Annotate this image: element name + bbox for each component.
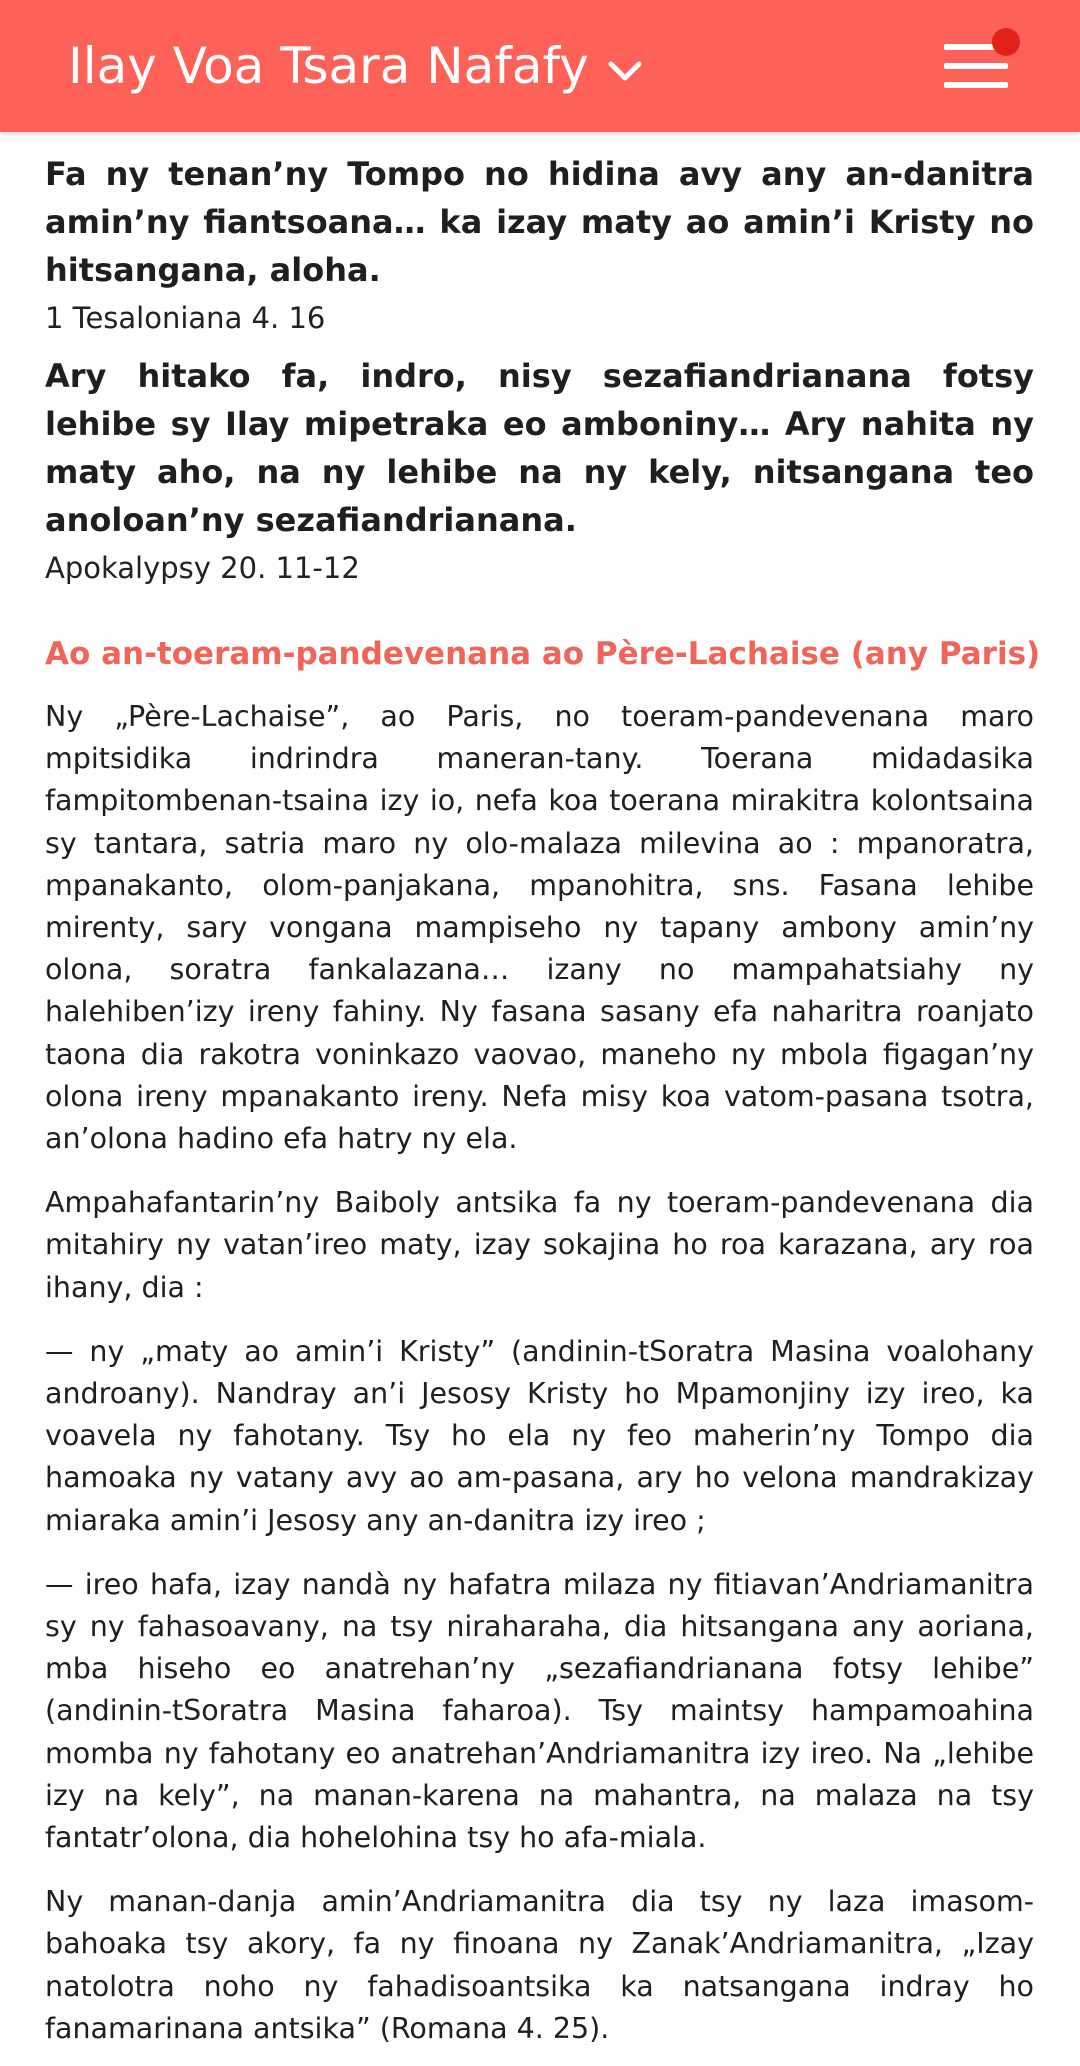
hamburger-line xyxy=(944,82,1008,88)
notification-dot xyxy=(992,28,1020,56)
verse-text-2: Ary hitako fa, indro, nisy sezafiandrianana fotsy lehibe sy Ilay mipetraka eo amboniny… Ary nahita ny maty aho, na ny lehibe na ny kely, nitsangana teo anoloan’ny sezafiandrianana. xyxy=(45,357,1034,539)
menu-button[interactable] xyxy=(944,40,1010,92)
main-content xyxy=(0,132,1080,2050)
app-bar xyxy=(0,0,1080,132)
verse-text-1: Fa ny tenan’ny Tompo no hidina avy any an-danitra amin’ny fiantsoana… ka izay maty ao amin’i Kristy no hitsangana, aloha. xyxy=(45,155,1034,289)
hamburger-line xyxy=(944,63,1008,69)
title-dropdown[interactable] xyxy=(68,0,643,132)
app-title: Ilay Voa Tsara Nafafy xyxy=(68,37,589,95)
article-title: Ao an-toeram-pandevenana ao Père-Lachaise (any Paris) xyxy=(45,636,1041,672)
chevron-down-icon xyxy=(607,59,643,83)
article-paragraph: Ny manan-danja amin’Andriamanitra dia tsy ny laza imasom-bahoaka tsy akory, fa ny finoana ny Zanak’Andriamanitra, „Izay natolotra noho ny fahadisoantsika ka natsangana indray ho fanamarinana antsika” (Romana 4. 25). xyxy=(45,1885,1034,2045)
article-paragraph: — ny „maty ao amin’i Kristy” (andinin-tSoratra Masina voalohany androany). Nandray an’i Jesosy Kristy ho Mpamonjiny izy ireo, ka voavela ny fahotany. Tsy ho ela ny feo maherin’ny Tompo dia hamoaka ny vatany avy ao am-pasana, ary ho velona mandrakizay miaraka amin’i Jesosy any an-danitra izy ireo ; xyxy=(45,1334,1034,1537)
article-paragraph: Ny „Père-Lachaise”, ao Paris, no toeram-pandevenana maro mpitsidika indrindra maneran-tany. Toerana midadasika fampitombenan-tsaina izy io, nefa koa toerana mirakitra kolontsaina sy tantara, satria maro ny olo-malaza milevina ao : mpanoratra, mpanakanto, olom-panjakana, mpanohitra, sns. Fasana lehibe mirenty, sary vongana mampiseho ny tapany ambony amin’ny olona, soratra fankalazana… izany no mampahatsiahy ny halehiben’izy ireny fahiny. Ny fasana sasany efa naharitra roanjato taona dia rakotra voninkazo vaovao, maneho ny mbola figagan’ny olona ireny mpanakanto ireny. Nefa misy koa vatom-pasana tsotra, an’olona hadino efa hatry ny ela. xyxy=(45,700,1034,1156)
article-paragraph: Ampahafantarin’ny Baiboly antsika fa ny toeram-pandevenana dia mitahiry ny vatan’ireo maty, izay sokajina ho roa karazana, ary roa ihany, dia : xyxy=(45,1186,1034,1304)
verse-reference-2: Apokalypsy 20. 11-12 xyxy=(45,551,360,585)
verse-reference-1: 1 Tesaloniana 4. 16 xyxy=(45,301,326,335)
article-paragraph: — ireo hafa, izay nandà ny hafatra milaza ny fitiavan’Andriamanitra sy ny fahasoavany, na tsy niraharaha, dia hitsangana any aoriana, mba hiseho eo anatrehan’ny „sezafiandrianana fotsy lehibe” (andinin-tSoratra Masina faharoa). Tsy maintsy hampamoahina momba ny fahotany eo anatrehan’Andriamanitra izy ireo. Na „lehibe izy na kely”, na manan-karena na mahantra, na malaza na tsy fantatr’olona, dia hohelohina tsy ho afa-miala. xyxy=(45,1567,1034,1855)
